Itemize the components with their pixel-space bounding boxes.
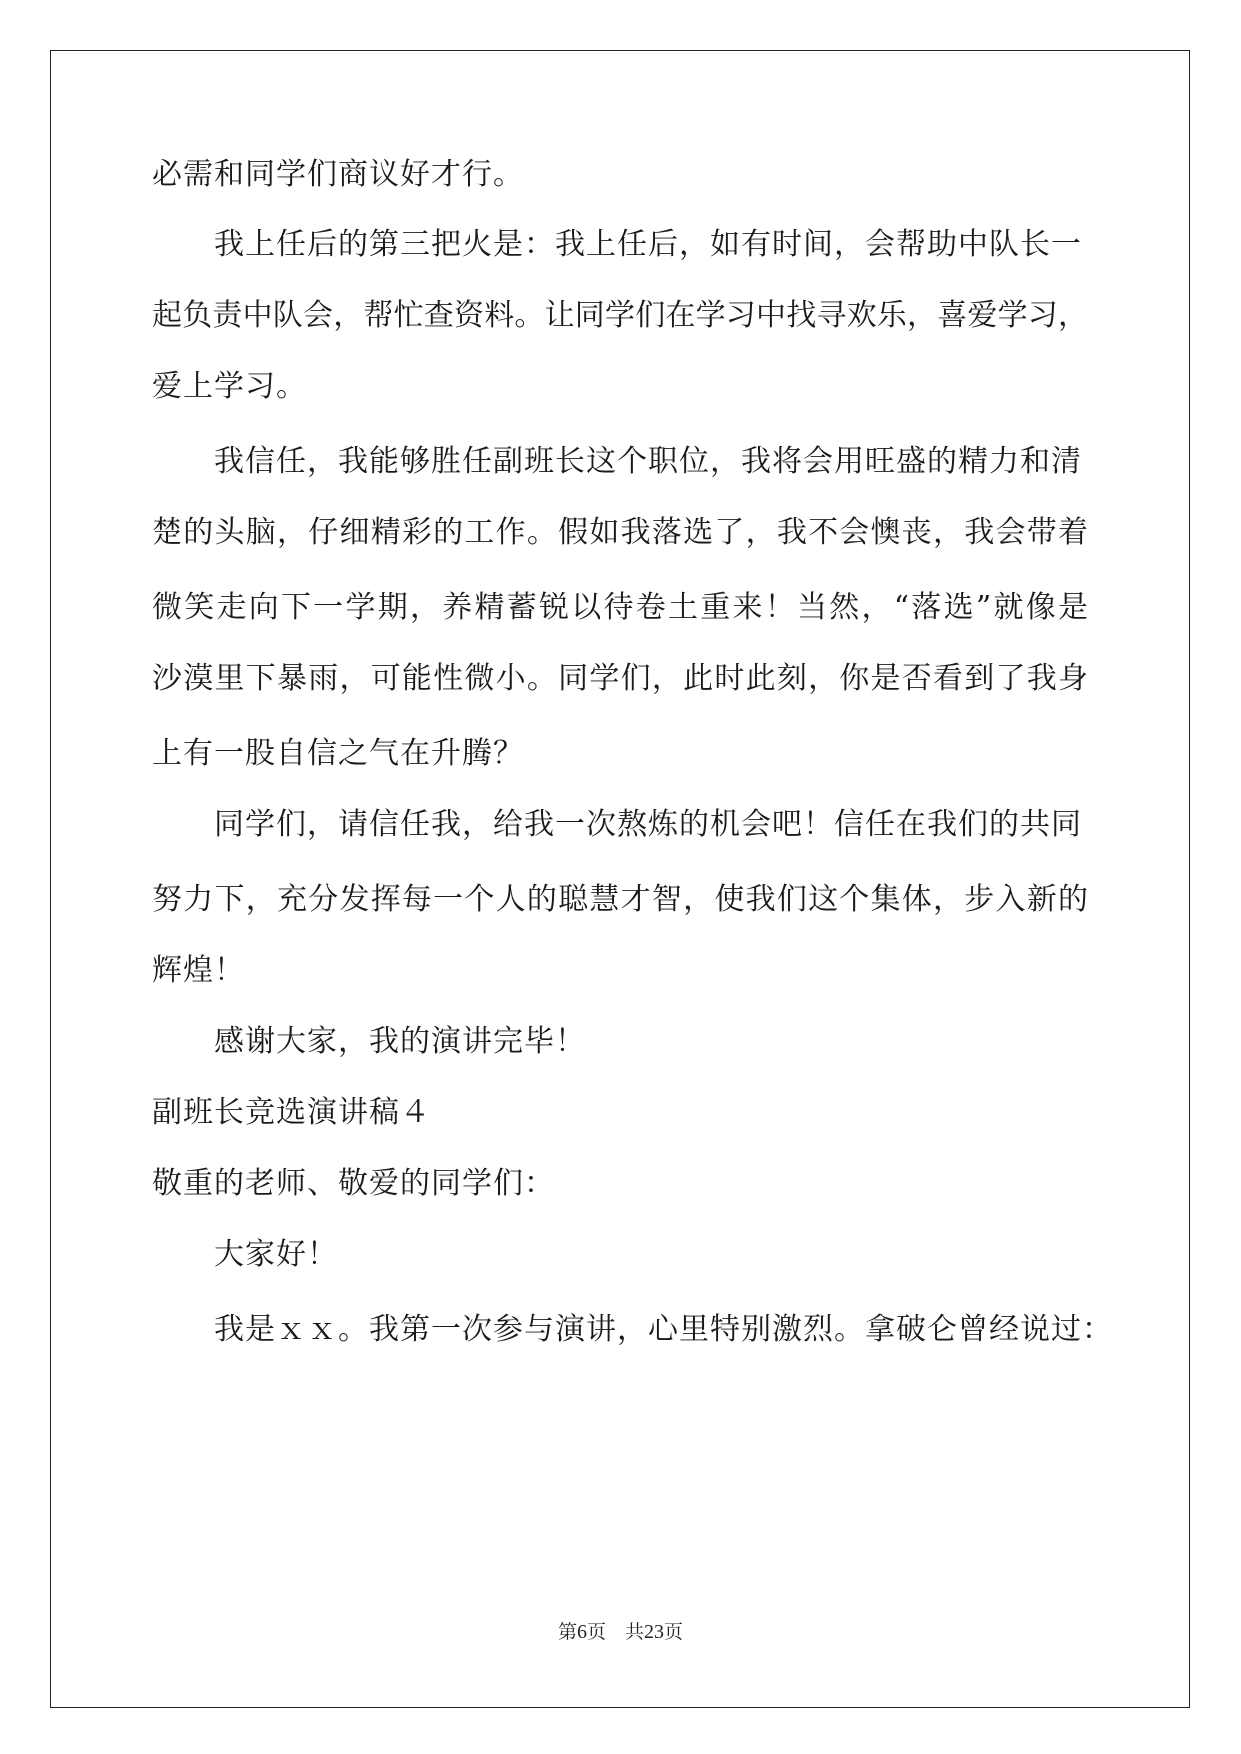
text-line: 爱上学习。: [152, 369, 307, 404]
page-footer: [0, 1620, 1241, 1644]
page-current-number: 6: [576, 1621, 587, 1643]
text-line: 起负责中队会，帮忙查资料。让同学们在学习中找寻欢乐，喜爱学习，: [152, 298, 1088, 333]
page-total-number: 23: [644, 1621, 664, 1643]
text-line: 楚的头脑，仔细精彩的工作。假如我落选了，我不会懊丧，我会带着: [152, 515, 1088, 550]
text-line: 上有一股自信之气在升腾？: [152, 736, 524, 771]
text-line: 努力下，充分发挥每一个人的聪慧才智，使我们这个集体，步入新的: [152, 882, 1088, 917]
footer-prefix: 第: [557, 1621, 577, 1643]
text-line: 我是ｘｘ。我第一次参与演讲，心里特别激烈。拿破仑曾经说过：: [214, 1312, 1113, 1347]
greeting: 大家好！: [214, 1237, 338, 1272]
text-line: 必需和同学们商议好才行。: [152, 157, 524, 192]
text-line: 同学们，请信任我，给我一次熬炼的机会吧！信任在我们的共同: [214, 807, 1082, 842]
text-line: 我信任，我能够胜任副班长这个职位，我将会用旺盛的精力和清: [214, 444, 1082, 479]
section-heading: 副班长竞选演讲稿４: [152, 1095, 431, 1130]
footer-suffix: 页: [664, 1621, 684, 1643]
text-line: 我上任后的第三把火是：我上任后，如有时间，会帮助中队长一: [214, 227, 1082, 262]
salutation: 敬重的老师、敬爱的同学们：: [152, 1166, 555, 1201]
text-line: 微笑走向下一学期，养精蓄锐以待卷土重来！当然，“落选”就像是: [152, 590, 1088, 625]
text-line: 辉煌！: [152, 953, 245, 988]
text-line: 沙漠里下暴雨，可能性微小。同学们，此时此刻，你是否看到了我身: [152, 661, 1088, 696]
text-line: 感谢大家，我的演讲完毕！: [214, 1024, 586, 1059]
footer-mid: 页 共: [586, 1621, 644, 1643]
